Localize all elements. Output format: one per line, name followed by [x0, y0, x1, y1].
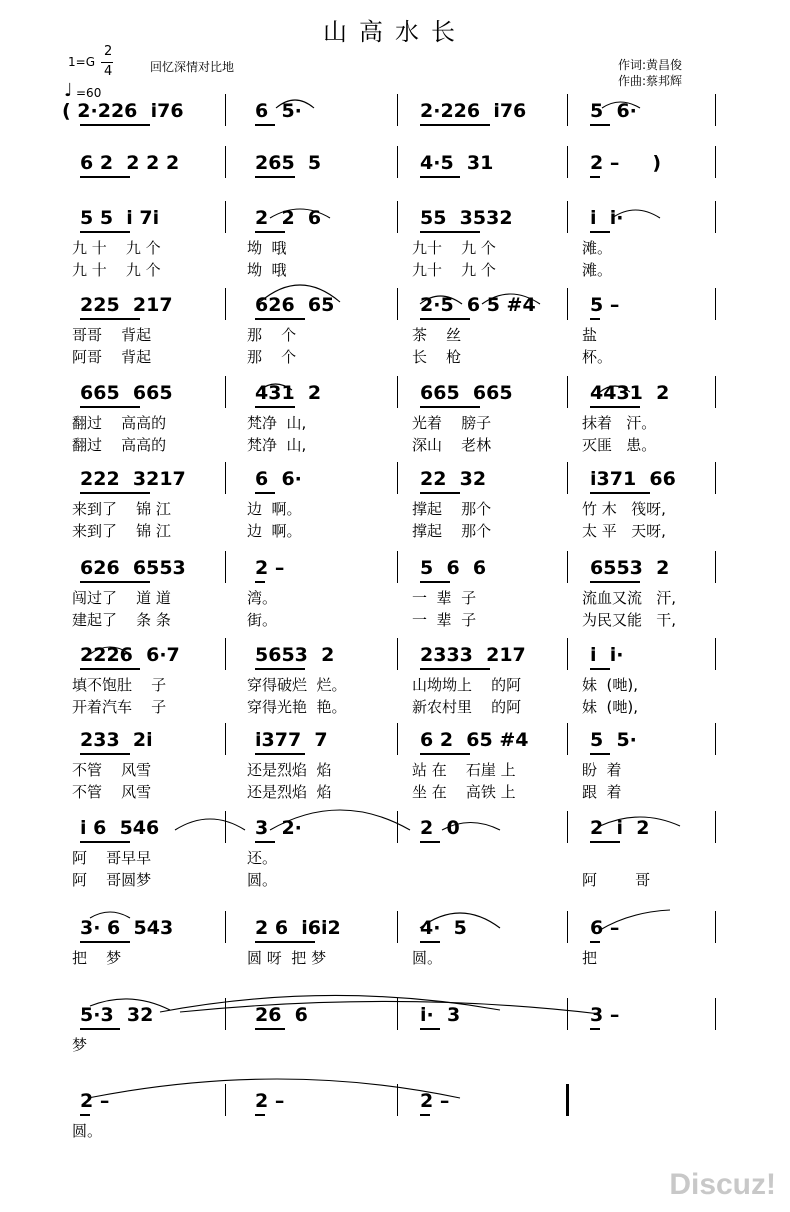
measure-notes: 5 –	[590, 294, 620, 316]
bar-line	[715, 146, 716, 178]
lyric-line: 不管 风雪	[72, 783, 152, 801]
beam-line	[255, 492, 275, 494]
bar-line	[397, 201, 398, 233]
bar-line	[715, 288, 716, 320]
expression-mark: 回忆深情对比地	[150, 60, 235, 74]
lyric-line: 滩。	[582, 239, 613, 257]
measure-notes: 222 3217	[80, 468, 186, 490]
lyric-line: 边 啊。	[247, 522, 302, 540]
lyric-line: 长 枪	[412, 348, 462, 366]
score-system	[0, 1004, 790, 1084]
lyric-line: 山坳坳上 的阿	[412, 676, 522, 694]
measure-notes: 225 217	[80, 294, 173, 316]
lyric-line: 阿 哥	[582, 871, 651, 889]
bar-line	[567, 811, 568, 843]
measure-notes: 5 5 i 7i	[80, 207, 160, 229]
measure-notes: 626 65	[255, 294, 335, 316]
measure-notes: 5 5·	[590, 729, 637, 751]
bar-line	[715, 911, 716, 943]
lyric-line: 圆。	[412, 949, 443, 967]
lyric-line: 翻过 高高的	[72, 414, 167, 432]
measure-notes: 2 –	[255, 1090, 285, 1112]
measure-notes: 4431 2	[590, 382, 670, 404]
measure-notes: 2·226 i76	[420, 100, 527, 122]
composer-credit: 作曲:蔡邦辉	[618, 74, 683, 88]
bar-line	[225, 94, 226, 126]
bar-line	[567, 911, 568, 943]
beam-line	[80, 668, 140, 670]
bar-line	[566, 1084, 569, 1116]
lyric-line: 抹着 汗。	[582, 414, 657, 432]
measure-notes: 3 –	[590, 1004, 620, 1026]
bar-line	[397, 288, 398, 320]
lyric-line: 填不饱肚 子	[72, 676, 167, 694]
beam-line	[80, 124, 150, 126]
lyric-line: 不管 风雪	[72, 761, 152, 779]
lyric-line: 一 辈 子	[412, 611, 477, 629]
lyric-line: 阿 哥圆梦	[72, 871, 152, 889]
beam-line	[255, 753, 305, 755]
score-system	[0, 729, 790, 809]
score-system	[0, 917, 790, 997]
measure-notes: 2 i 2	[590, 817, 650, 839]
key-signature: 1=G	[68, 55, 95, 69]
lyric-line: 湾。	[247, 589, 278, 607]
beam-line	[80, 1028, 120, 1030]
lyric-line: 还是烈焰 焰	[247, 761, 332, 779]
measure-notes: i377 7	[255, 729, 328, 751]
score-system	[0, 382, 790, 462]
lyric-line: 茶 丝	[412, 326, 462, 344]
bar-line	[715, 551, 716, 583]
beam-line	[420, 492, 460, 494]
lyric-line: 圆。	[247, 871, 278, 889]
lyric-line: 深山 老林	[412, 436, 492, 454]
beam-line	[420, 1028, 440, 1030]
measure-notes: 6 5·	[255, 100, 302, 122]
bar-line	[225, 288, 226, 320]
bar-line	[397, 998, 398, 1030]
lyric-line: 九 十 九 个	[72, 261, 161, 279]
measure-notes: i i·	[590, 644, 624, 666]
lyric-line: 那 个	[247, 326, 297, 344]
score-system	[0, 1090, 790, 1170]
bar-line	[397, 638, 398, 670]
lyric-line: 阿哥 背起	[72, 348, 152, 366]
measure-notes: 6 6·	[255, 468, 302, 490]
beam-line	[420, 941, 440, 943]
measure-notes: 2 2 6	[255, 207, 322, 229]
bar-line	[397, 551, 398, 583]
measure-notes: 6553 2	[590, 557, 670, 579]
bar-line	[567, 146, 568, 178]
lyric-line: 来到了 锦 江	[72, 500, 171, 518]
lyric-line: 开着汽车 子	[72, 698, 167, 716]
beam-line	[255, 231, 285, 233]
measure-notes: 2 –	[420, 1090, 450, 1112]
lyric-line: 穿得破烂 烂。	[247, 676, 347, 694]
beam-line	[590, 124, 610, 126]
bar-line	[715, 638, 716, 670]
lyric-line: 哥哥 背起	[72, 326, 152, 344]
lyric-line: 撑起 那个	[412, 500, 492, 518]
beam-line	[420, 318, 470, 320]
lyric-line: 灭匪 患。	[582, 436, 657, 454]
beam-line	[80, 231, 130, 233]
lyric-line: 滩。	[582, 261, 613, 279]
measure-notes: 2226 6·7	[80, 644, 180, 666]
bar-line	[225, 146, 226, 178]
bar-line	[225, 551, 226, 583]
bar-line	[225, 911, 226, 943]
beam-line	[590, 492, 650, 494]
beam-line	[255, 668, 305, 670]
watermark: Discuz!	[669, 1168, 776, 1201]
lyric-line: 妹 (哋),	[582, 676, 639, 694]
beam-line	[590, 841, 620, 843]
measure-notes: 626 6553	[80, 557, 186, 579]
lyric-line: 把 梦	[72, 949, 122, 967]
bar-line	[715, 998, 716, 1030]
measure-notes: 265 5	[255, 152, 322, 174]
measure-notes: 6 2 65 #4	[420, 729, 529, 751]
beam-line	[80, 1114, 90, 1116]
lyric-line: 光着 膀子	[412, 414, 492, 432]
measure-notes: i i·	[590, 207, 624, 229]
lyric-line: 杯。	[582, 348, 613, 366]
measure-notes: i371 66	[590, 468, 676, 490]
measure-notes: 55 3532	[420, 207, 513, 229]
beam-line	[80, 941, 130, 943]
bar-line	[567, 288, 568, 320]
measure-notes: 22 32	[420, 468, 487, 490]
bar-line	[567, 462, 568, 494]
lyric-line: 还是烈焰 焰	[247, 783, 332, 801]
measure-notes: 4·5 31	[420, 152, 494, 174]
lyric-line: 坐 在 高铁 上	[412, 783, 516, 801]
lyric-line: 站 在 石崖 上	[412, 761, 516, 779]
lyric-line: 九 十 九 个	[72, 239, 161, 257]
lyric-line: 太 平 天呀,	[582, 522, 666, 540]
beam-line	[255, 581, 265, 583]
lyric-line: 把	[582, 949, 598, 967]
bar-line	[397, 94, 398, 126]
beam-line	[420, 581, 450, 583]
beam-line	[80, 492, 150, 494]
score-system	[0, 294, 790, 374]
time-signature-bottom: 4	[104, 64, 113, 79]
beam-line	[80, 581, 150, 583]
measure-notes: 4· 5	[420, 917, 467, 939]
lyric-line: 圆。	[72, 1122, 103, 1140]
time-signature-top: 2	[104, 44, 113, 59]
measure-notes: 5·3 32	[80, 1004, 154, 1026]
bar-line	[567, 94, 568, 126]
lyric-line: 阿 哥早早	[72, 849, 152, 867]
bar-line	[225, 376, 226, 408]
beam-line	[590, 318, 600, 320]
beam-line	[420, 668, 490, 670]
lyric-line: 一 辈 子	[412, 589, 477, 607]
measure-notes: 2 –	[255, 557, 285, 579]
measure-notes: 5 6·	[590, 100, 637, 122]
measure-notes: 2 0	[420, 817, 460, 839]
lyric-line: 流血又流 汗,	[582, 589, 677, 607]
beam-line	[590, 1028, 600, 1030]
song-title: 山高水长	[323, 18, 467, 46]
lyric-line: 翻过 高高的	[72, 436, 167, 454]
bar-line	[397, 811, 398, 843]
measure-notes: 3· 6 543	[80, 917, 174, 939]
lyric-line: 跟 着	[582, 783, 622, 801]
measure-notes: ( 2·226 i76	[62, 100, 184, 122]
lyric-line: 妹 (哋),	[582, 698, 639, 716]
bar-line	[225, 723, 226, 755]
beam-line	[420, 406, 480, 408]
beam-line	[255, 941, 315, 943]
beam-line	[420, 753, 470, 755]
lyric-line: 那 个	[247, 348, 297, 366]
bar-line	[397, 1084, 398, 1116]
beam-line	[590, 753, 610, 755]
score-system	[0, 207, 790, 287]
beam-line	[255, 406, 295, 408]
lyric-line: 为民又能 干,	[582, 611, 677, 629]
measure-notes: 5 6 6	[420, 557, 487, 579]
beam-line	[420, 231, 480, 233]
measure-notes: 2 – )	[590, 152, 662, 174]
beam-line	[80, 318, 140, 320]
measure-notes: 233 2i	[80, 729, 153, 751]
beam-line	[590, 941, 600, 943]
beam-line	[590, 231, 610, 233]
beam-line	[420, 1114, 430, 1116]
bar-line	[397, 146, 398, 178]
bar-line	[225, 811, 226, 843]
beam-line	[590, 176, 600, 178]
bar-line	[225, 462, 226, 494]
bar-line	[567, 376, 568, 408]
lyric-line: 坳 哦	[247, 261, 287, 279]
lyric-line: 街。	[247, 611, 278, 629]
quarter-note-icon: ♩	[64, 80, 73, 101]
tempo-marking: =60	[76, 86, 102, 100]
measure-notes: 2333 217	[420, 644, 526, 666]
measure-notes: 431 2	[255, 382, 322, 404]
lyric-line: 穿得光艳 艳。	[247, 698, 347, 716]
measure-notes: 5653 2	[255, 644, 335, 666]
bar-line	[567, 201, 568, 233]
beam-line	[590, 668, 610, 670]
measure-notes: 26 6	[255, 1004, 308, 1026]
lyric-line: 还。	[247, 849, 278, 867]
score-system	[0, 817, 790, 897]
bar-line	[397, 723, 398, 755]
measure-notes: 6 –	[590, 917, 620, 939]
beam-line	[255, 318, 305, 320]
beam-line	[255, 1114, 265, 1116]
measure-notes: 2 –	[80, 1090, 110, 1112]
lyric-line: 坳 哦	[247, 239, 287, 257]
measure-notes: 3 2·	[255, 817, 302, 839]
lyric-line: 梦	[72, 1036, 88, 1054]
lyric-line: 新农村里 的阿	[412, 698, 522, 716]
bar-line	[225, 638, 226, 670]
beam-line	[80, 841, 130, 843]
beam-line	[420, 176, 460, 178]
lyric-line: 九十 九 个	[412, 261, 496, 279]
beam-line	[590, 406, 640, 408]
bar-line	[715, 376, 716, 408]
measure-notes: i· 3	[420, 1004, 461, 1026]
measure-notes: 665 665	[80, 382, 173, 404]
time-signature-divider	[101, 62, 113, 63]
bar-line	[397, 911, 398, 943]
measure-notes: i 6 546	[80, 817, 160, 839]
bar-line	[715, 462, 716, 494]
bar-line	[567, 723, 568, 755]
beam-line	[255, 841, 275, 843]
lyric-line: 盼 着	[582, 761, 622, 779]
beam-line	[80, 753, 130, 755]
measure-notes: 2·5 6 5 #4	[420, 294, 536, 316]
beam-line	[255, 176, 295, 178]
bar-line	[567, 998, 568, 1030]
beam-line	[420, 124, 490, 126]
lyric-line: 建起了 条 条	[72, 611, 171, 629]
bar-line	[397, 462, 398, 494]
lyric-line: 闯过了 道 道	[72, 589, 171, 607]
bar-line	[397, 376, 398, 408]
lyric-line: 撑起 那个	[412, 522, 492, 540]
bar-line	[715, 94, 716, 126]
measure-notes: 6 2 2 2 2	[80, 152, 180, 174]
lyric-line: 竹 木 筏呀,	[582, 500, 666, 518]
bar-line	[567, 551, 568, 583]
bar-line	[715, 201, 716, 233]
bar-line	[715, 811, 716, 843]
beam-line	[420, 841, 440, 843]
beam-line	[80, 176, 130, 178]
lyric-line: 边 啊。	[247, 500, 302, 518]
score-system	[0, 644, 790, 724]
beam-line	[590, 581, 640, 583]
lyric-line: 来到了 锦 江	[72, 522, 171, 540]
bar-line	[225, 201, 226, 233]
lyric-line: 盐	[582, 326, 598, 344]
beam-line	[255, 1028, 285, 1030]
lyricist-credit: 作词:黄昌俊	[618, 58, 683, 72]
bar-line	[567, 638, 568, 670]
lyric-line: 九十 九 个	[412, 239, 496, 257]
score-system	[0, 468, 790, 548]
beam-line	[80, 406, 140, 408]
beam-line	[255, 124, 275, 126]
measure-notes: 665 665	[420, 382, 513, 404]
lyric-line: 梵净 山,	[247, 414, 307, 432]
score-system	[0, 557, 790, 637]
bar-line	[225, 1084, 226, 1116]
lyric-line: 梵净 山,	[247, 436, 307, 454]
bar-line	[225, 998, 226, 1030]
bar-line	[715, 723, 716, 755]
lyric-line: 圆 呀 把 梦	[247, 949, 327, 967]
measure-notes: 2 6 i6i2	[255, 917, 341, 939]
